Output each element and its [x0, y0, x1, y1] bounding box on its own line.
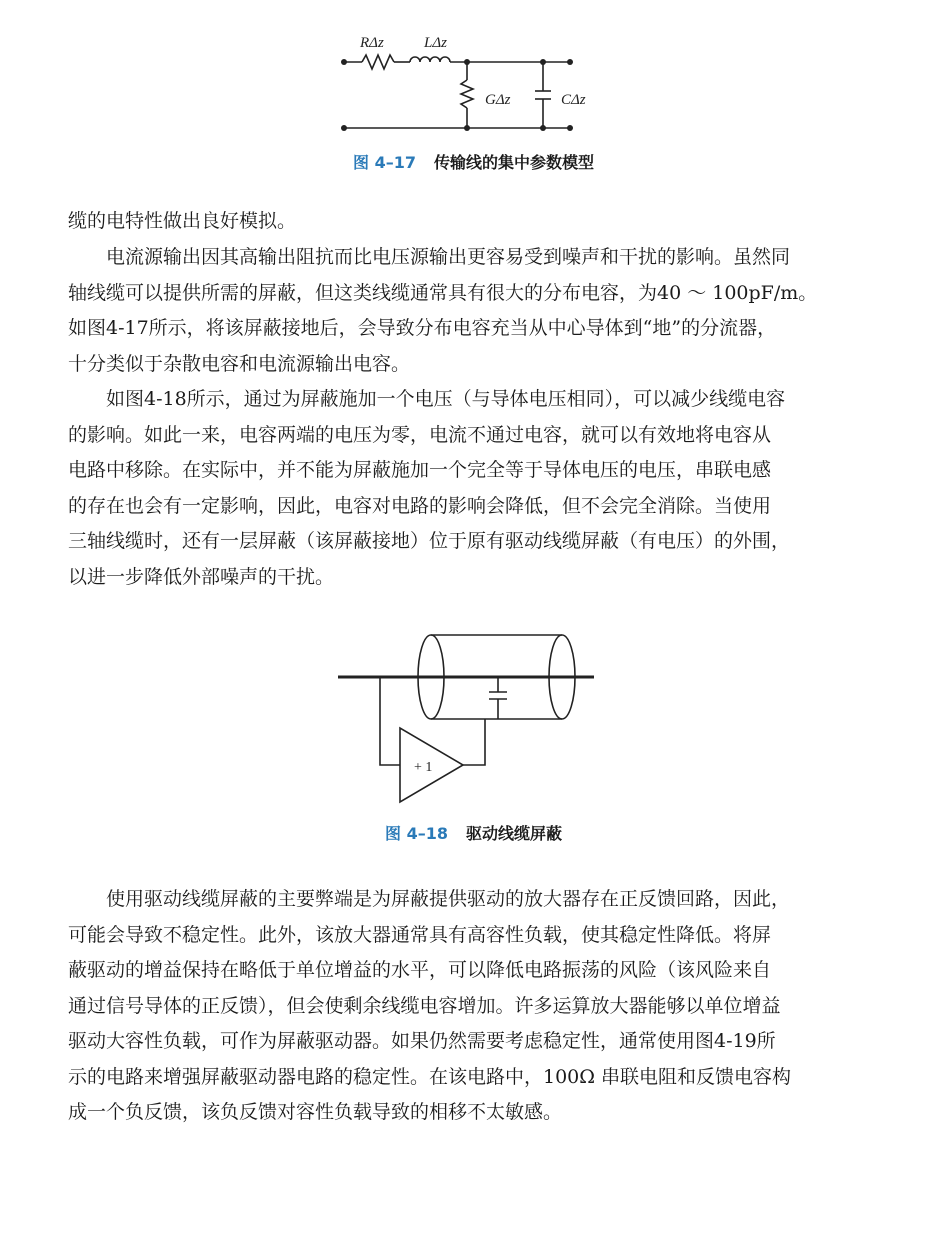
text-line: 驱动大容性负载，可作为屏蔽驱动器。如果仍然需要考虑稳定性，通常使用图4-19所 — [68, 1030, 776, 1052]
figure-4-18-diagram — [330, 630, 610, 810]
text-line: 成一个负反馈，该负反馈对容性负载导致的相移不太敏感。 — [68, 1101, 563, 1123]
text-line: 通过信号导体的正反馈），但会使剩余线缆电容增加。许多运算放大器能够以单位增益 — [68, 994, 781, 1017]
text-line: 示的电路来增强屏蔽驱动器电路的稳定性。在该电路中，100Ω 串联电阻和反馈电容构 — [68, 1065, 792, 1088]
inductor-l — [410, 57, 450, 62]
figure-4-17-diagram — [330, 25, 620, 140]
figure-title: 驱动线缆屏蔽 — [465, 824, 562, 843]
text-line: 的影响。如此一来，电容两端的电压为零，电流不通过电容，就可以有效地将电容从 — [68, 423, 772, 446]
resistor-g — [461, 80, 473, 108]
figure-4-18-caption — [0, 821, 947, 844]
figure-4-17-caption — [0, 150, 947, 173]
text-line: 三轴线缆时，还有一层屏蔽（该屏蔽接地）位于原有驱动线缆屏蔽（有电压）的外围， — [68, 530, 791, 552]
text-line: 如图4-18所示，通过为屏蔽施加一个电压（与导体电压相同），可以减少线缆电容 — [106, 388, 786, 410]
text-line: 缆的电特性做出良好模拟。 — [68, 210, 297, 232]
figure-title: 传输线的集中参数模型 — [433, 153, 594, 172]
figure-number: 图 4–18 — [385, 824, 448, 843]
text-line: 蔽驱动的增益保持在略低于单位增益的水平，可以降低电路振荡的风险（该风险来自 — [68, 959, 772, 981]
text-line: 可能会导致不稳定性。此外，该放大器通常具有高容性负载，使其稳定性降低。将屏 — [68, 923, 772, 946]
label-g: GΔz — [485, 92, 511, 108]
text-line: 以进一步降低外部噪声的干扰。 — [68, 565, 335, 588]
label-l: LΔz — [424, 35, 447, 51]
text-line: 电路中移除。在实际中，并不能为屏蔽施加一个完全等于导体电压的电压，串联电感 — [68, 459, 772, 481]
amp-gain-label: + 1 — [414, 760, 433, 775]
paragraph-continued — [68, 204, 863, 240]
paragraph-current-source — [68, 240, 863, 382]
text-line: 十分类似于杂散电容和电流源输出电容。 — [68, 352, 411, 375]
text-line: 轴线缆可以提供所需的屏蔽，但这类线缆通常具有很大的分布电容，为40 ～ 100pF/m。 — [68, 281, 818, 304]
text-line: 如图4-17所示，将该屏蔽接地后，会导致分布电容充当从中心导体到“地”的分流器， — [68, 317, 777, 339]
paragraph-driven-shield — [68, 382, 863, 595]
text-line: 的存在也会有一定影响，因此，电容对电路的影响会降低，但不会完全消除。当使用 — [68, 494, 772, 517]
resistor-r — [362, 55, 394, 69]
label-c: CΔz — [561, 92, 586, 108]
text-line: 使用驱动线缆屏蔽的主要弊端是为屏蔽提供驱动的放大器存在正反馈回路，因此， — [106, 888, 791, 910]
paragraph-drawbacks — [68, 882, 863, 1131]
figure-number: 图 4–17 — [353, 153, 416, 172]
text-line: 电流源输出因其高输出阻抗而比电压源输出更容易受到噪声和干扰的影响。虽然同 — [106, 246, 791, 268]
label-r: RΔz — [360, 35, 384, 51]
